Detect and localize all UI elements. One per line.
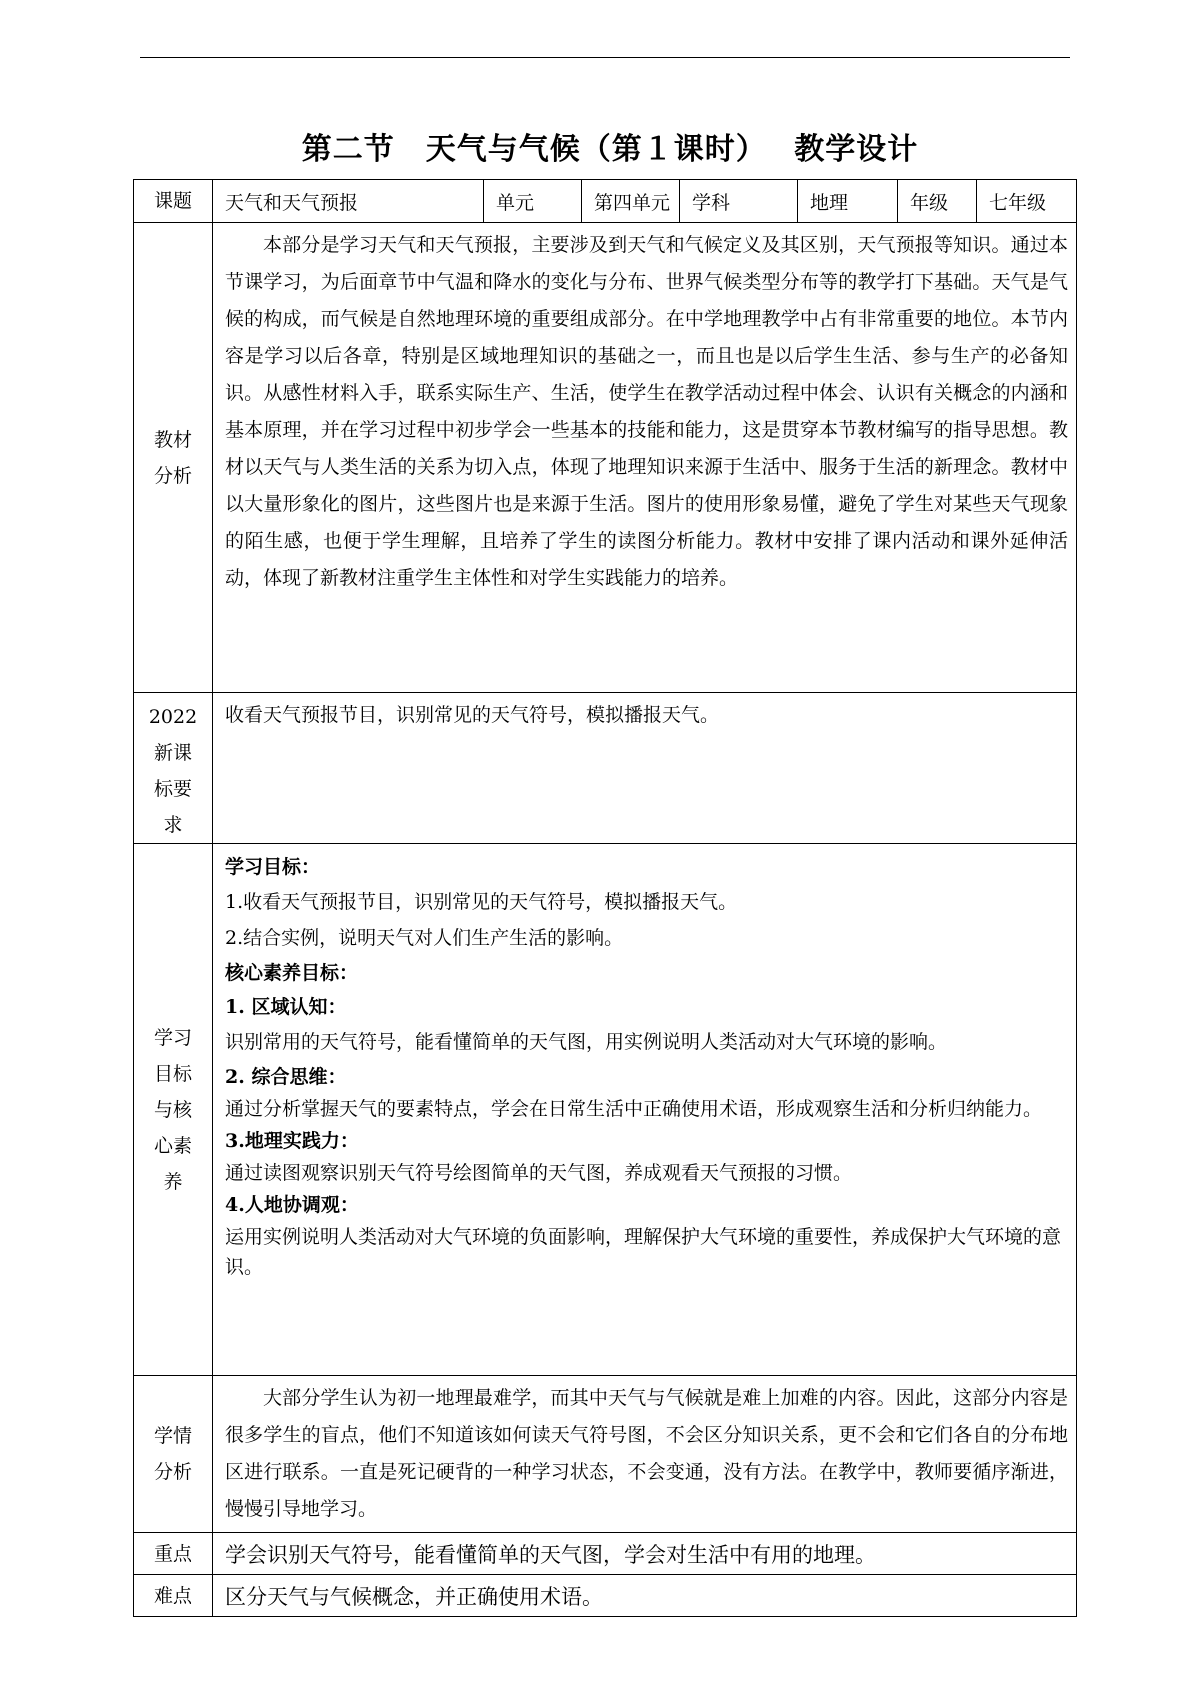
student-analysis-text: 大部分学生认为初一地理最难学，而其中天气与气候就是难上加难的内容。因此，这部分内容是很多学生的盲点，他们不知道该如何读天气符号图，不会区分知识关系，更不会和它们各自的分布地区进行联系。一直是死记硬背的一种学习状态，不会变通，没有方法。在教学中，教师要循序渐进，慢慢引导地学习。 — [225, 1387, 1068, 1520]
curriculum-label-line3: 标要 — [153, 778, 192, 800]
core-goals-heading: 核心素养目标： — [225, 962, 359, 984]
objectives-label-line2: 目标 — [153, 1062, 192, 1085]
subject-label: 学科 — [680, 180, 798, 223]
textbook-analysis-row — [134, 223, 1077, 693]
student-analysis-label-line1: 学情 — [153, 1425, 192, 1447]
header-rule — [140, 57, 1070, 58]
student-analysis-label-line2: 分析 — [153, 1461, 192, 1483]
core-item-text: 识别常用的天气符号，能看懂简单的天气图，用实例说明人类活动对大气环境的影响。 — [225, 1031, 948, 1053]
key-point-text: 学会识别天气符号，能看懂简单的天气图，学会对生活中有用的地理。 — [213, 1533, 1077, 1575]
textbook-analysis-label — [134, 223, 213, 693]
learning-goals-heading: 学习目标： — [225, 856, 321, 878]
core-item-text: 通过分析掌握天气的要素特点，学会在日常生活中正确使用术语，形成观察生活和分析归纳能力。 — [225, 1098, 1043, 1120]
curriculum-label-line1: 2022 — [148, 706, 198, 728]
student-analysis-label — [134, 1376, 213, 1533]
learning-goal-item: 1.收看天气预报节目，识别常见的天气符号，模拟播报天气。 — [225, 891, 738, 913]
student-analysis-row — [134, 1376, 1077, 1533]
textbook-analysis-label-line1: 教材 — [153, 428, 192, 451]
curriculum-row — [134, 693, 1077, 844]
core-item-heading: 2. 综合思维： — [225, 1066, 347, 1088]
header-row — [134, 180, 1077, 223]
curriculum-text: 收看天气预报节目，识别常见的天气符号，模拟播报天气。 — [225, 704, 720, 726]
difficulty-label: 难点 — [134, 1575, 213, 1617]
objectives-label-line3: 与核 — [153, 1098, 192, 1121]
grade-label: 年级 — [898, 180, 977, 223]
objectives-label-line1: 学习 — [153, 1026, 192, 1049]
curriculum-label-line4: 求 — [163, 814, 183, 836]
topic-label: 课题 — [134, 180, 213, 223]
curriculum-label-line2: 新课 — [153, 742, 192, 764]
unit-value: 第四单元 — [582, 180, 680, 223]
textbook-analysis-label-line2: 分析 — [153, 464, 192, 487]
lesson-plan-table — [133, 179, 1077, 1617]
textbook-analysis-text: 本部分是学习天气和天气预报，主要涉及到天气和气候定义及其区别，天气预报等知识。通过本节课学习，为后面章节中气温和降水的变化与分布、世界气候类型分布等的教学打下基础。天气是气候的构成，而气候是自然地理环境的重要组成部分。在中学地理教学中占有非常重要的地位。本节内容是学习以后各章，特别是区域地理知识的基础之一，而且也是以后学生生活、参与生产的必备知识。从感性材料入手，联系实际生产、生活，使学生在教学活动过程中体会、认识有关概念的内涵和基本原理，并在学习过程中初步学会一些基本的技能和能力，这是贯穿本节教材编写的指导思想。教材以天气与人类生活的关系为切入点，体现了地理知识来源于生活中、服务于生活的新理念。教材中以大量形象化的图片，这些图片也是来源于生活。图片的使用形象易懂，避免了学生对某些天气现象的陌生感，也便于学生理解，且培养了学生的读图分析能力。教材中安排了课内活动和课外延伸活动，体现了新教材注重学生主体性和对学生实践能力的培养。 — [225, 234, 1068, 589]
subject-value: 地理 — [798, 180, 898, 223]
grade-value: 七年级 — [977, 180, 1077, 223]
core-item-heading: 4.人地协调观： — [225, 1194, 359, 1216]
core-item-heading: 3.地理实践力： — [225, 1130, 359, 1152]
document-title: 第二节 天气与气候（第１课时） 教学设计 — [301, 132, 919, 167]
objectives-label-line4: 心素 — [153, 1134, 192, 1157]
difficulty-text: 区分天气与气候概念，并正确使用术语。 — [213, 1575, 1077, 1617]
difficulty-row — [134, 1575, 1077, 1617]
key-point-row — [134, 1533, 1077, 1575]
topic-value: 天气和天气预报 — [213, 180, 484, 223]
objectives-label-line5: 养 — [163, 1170, 183, 1193]
curriculum-label — [134, 693, 213, 844]
learning-goal-item: 2.结合实例，说明天气对人们生产生活的影响。 — [225, 927, 624, 949]
unit-label: 单元 — [484, 180, 582, 223]
core-item-text: 通过读图观察识别天气符号绘图简单的天气图，养成观看天气预报的习惯。 — [225, 1162, 853, 1184]
key-point-label: 重点 — [134, 1533, 213, 1575]
core-item-heading: 1. 区域认知： — [225, 996, 347, 1018]
objectives-row — [134, 844, 1077, 1376]
objectives-label — [134, 844, 213, 1376]
core-item-text: 运用实例说明人类活动对大气环境的负面影响，理解保护大气环境的重要性，养成保护大气环境的意识。 — [225, 1226, 1062, 1278]
